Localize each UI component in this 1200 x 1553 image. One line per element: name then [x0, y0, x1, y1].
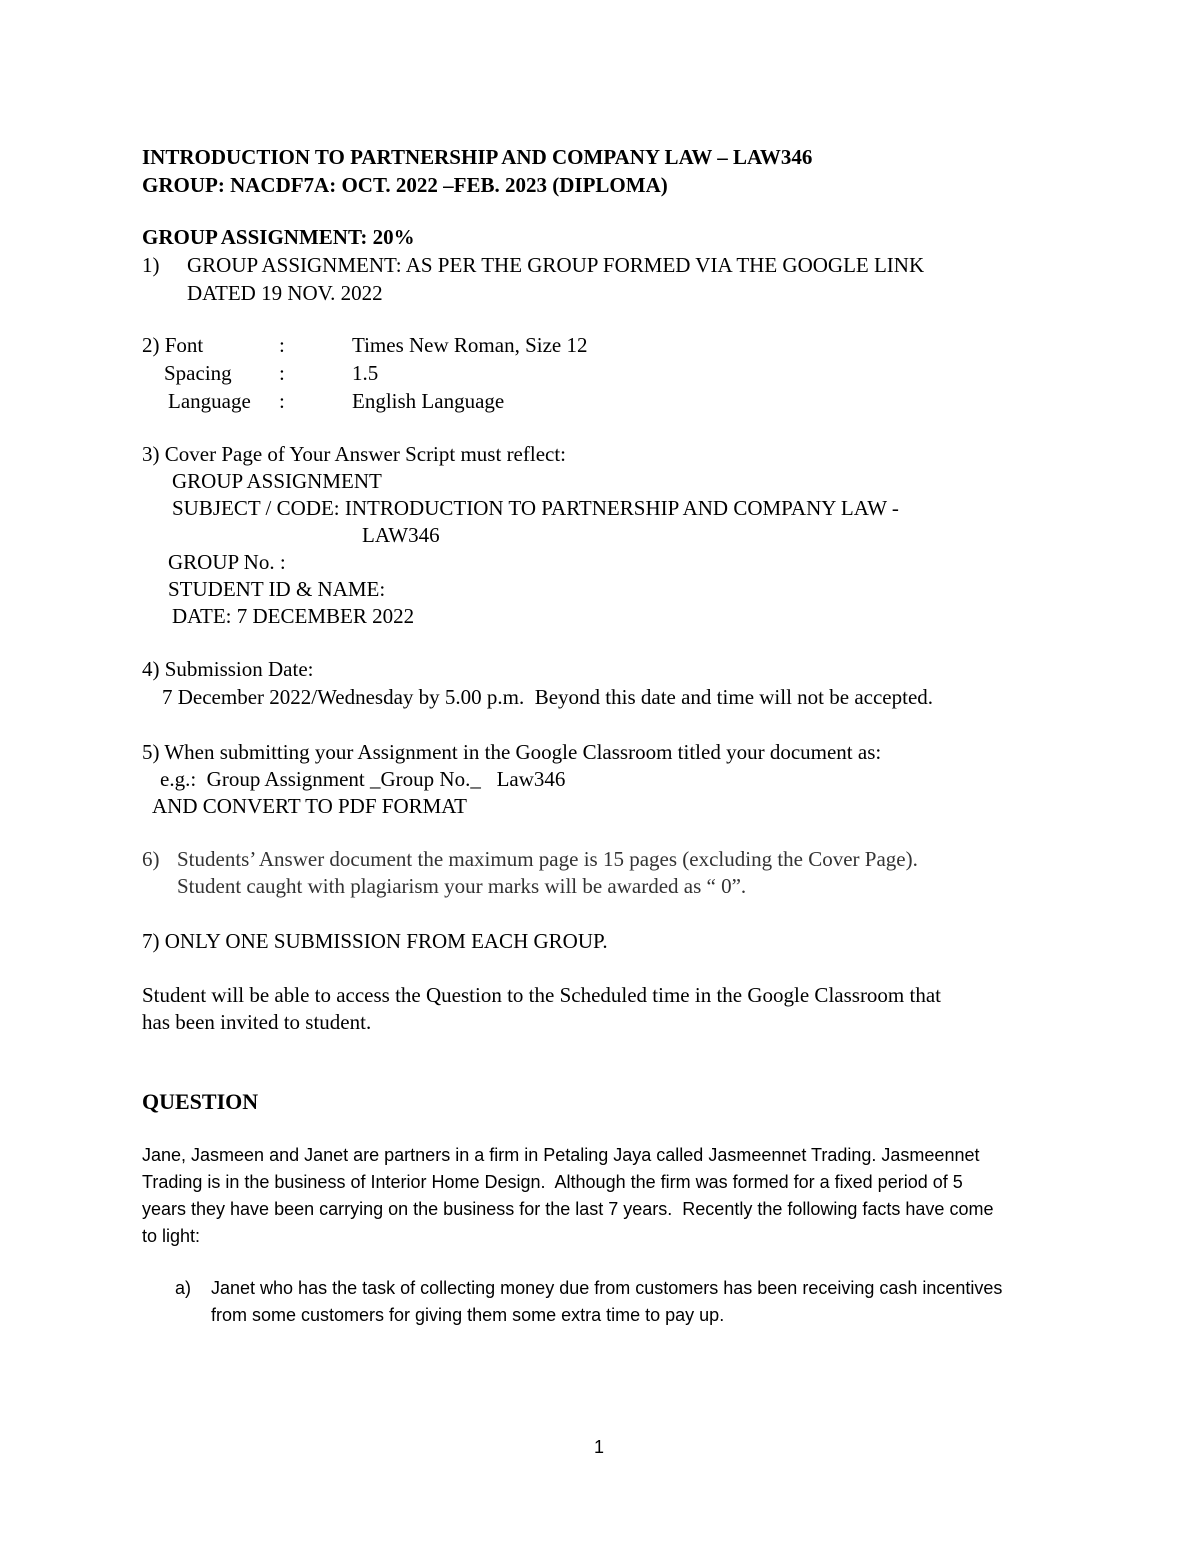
- question-item-a-label: a): [175, 1278, 192, 1298]
- item5-convert: AND CONVERT TO PDF FORMAT: [152, 794, 467, 818]
- item3-line1: GROUP ASSIGNMENT: [172, 469, 382, 493]
- note-line2: has been invited to student.: [142, 1010, 372, 1034]
- item7: 7) ONLY ONE SUBMISSION FROM EACH GROUP.: [142, 929, 608, 953]
- question-para-line1: Jane, Jasmeen and Janet are partners in a firm in Petaling Jaya called Jasmeennet Trading. Jasmeennet: [142, 1145, 980, 1165]
- group-line: GROUP: NACDF7A: OCT. 2022 –FEB. 2023 (DIPLOMA): [142, 173, 668, 197]
- item2-spacing-label: Spacing: [164, 361, 232, 385]
- item5-example: e.g.: Group Assignment _Group No._ Law346: [160, 767, 566, 791]
- question-item-a-line2: from some customers for giving them some extra time to pay up.: [211, 1305, 725, 1325]
- note-line1: Student will be able to access the Question to the Scheduled time in the Google Classroom that: [142, 983, 942, 1007]
- assignment-heading: GROUP ASSIGNMENT: 20%: [142, 225, 415, 249]
- item6-line2: Student caught with plagiarism your marks will be awarded as “ 0”.: [177, 874, 747, 898]
- item4-intro: 4) Submission Date:: [142, 657, 314, 681]
- item2-language-label: Language: [168, 389, 251, 413]
- item3-intro: 3) Cover Page of Your Answer Script must reflect:: [142, 442, 567, 466]
- item3-line6: DATE: 7 DECEMBER 2022: [172, 604, 415, 628]
- item2-language-colon: :: [279, 389, 285, 413]
- item2-language-value: English Language: [352, 389, 505, 413]
- item3-line4: GROUP No. :: [168, 550, 286, 574]
- item6-number: 6): [142, 847, 160, 871]
- item1-line2: DATED 19 NOV. 2022: [187, 281, 383, 305]
- question-para-line4: to light:: [142, 1226, 201, 1246]
- item3-line3: LAW346: [362, 523, 440, 547]
- document-title: INTRODUCTION TO PARTNERSHIP AND COMPANY LAW – LAW346: [142, 145, 813, 169]
- page-number: 1: [594, 1437, 605, 1457]
- question-para-line3: years they have been carrying on the business for the last 7 years. Recently the following facts have come: [142, 1199, 994, 1219]
- item2-font-value: Times New Roman, Size 12: [352, 333, 588, 357]
- item2-spacing-colon: :: [279, 361, 285, 385]
- item5-intro: 5) When submitting your Assignment in the Google Classroom titled your document as:: [142, 740, 882, 764]
- item4-detail: 7 December 2022/Wednesday by 5.00 p.m. Beyond this date and time will not be accepted.: [162, 685, 934, 709]
- item2-font-colon: :: [279, 333, 285, 357]
- item2-font-label: 2) Font: [142, 333, 204, 357]
- item1-number: 1): [142, 253, 160, 277]
- item6-line1: Students’ Answer document the maximum page is 15 pages (excluding the Cover Page).: [177, 847, 918, 871]
- question-para-line2: Trading is in the business of Interior Home Design. Although the firm was formed for a fixed period of 5: [142, 1172, 963, 1192]
- question-item-a-line1: Janet who has the task of collecting money due from customers has been receiving cash incentives: [211, 1278, 1003, 1298]
- item1-line1: GROUP ASSIGNMENT: AS PER THE GROUP FORMED VIA THE GOOGLE LINK: [187, 253, 925, 277]
- item2-spacing-value: 1.5: [352, 361, 379, 385]
- question-heading: QUESTION: [142, 1089, 259, 1114]
- item3-line5: STUDENT ID & NAME:: [168, 577, 386, 601]
- item3-line2: SUBJECT / CODE: INTRODUCTION TO PARTNERSHIP AND COMPANY LAW -: [172, 496, 899, 520]
